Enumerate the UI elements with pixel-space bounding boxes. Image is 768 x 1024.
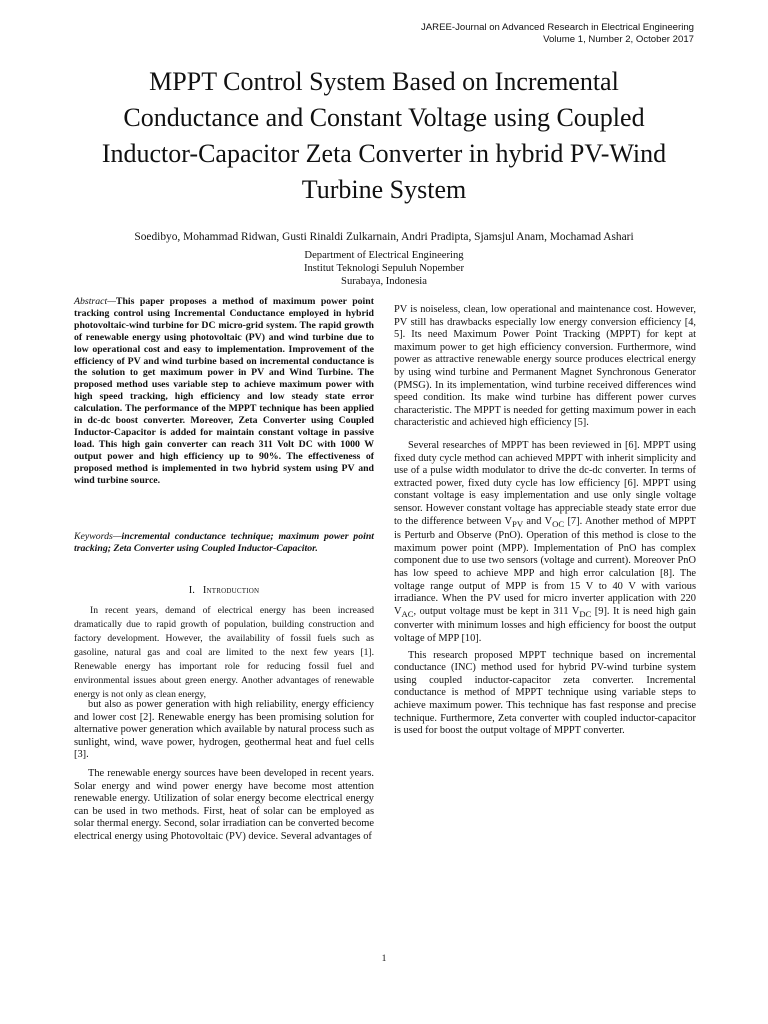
left-column-body: [74, 699, 374, 844]
running-header: [421, 22, 694, 46]
section-title: Introduction: [202, 585, 260, 596]
abstract-text: This paper proposes a method of maximum power point tracking control using Incremental Conductance employed in hybrid photovoltaic-wind turbine for DC micro-grid system. The rapid growth of renewable energy using photovoltaic (PV) and wind turbine due to low operational cost and easy to implementation. Improvement of the efficiency of PV and wind turbine based on incremental conductance is the solution to get maximum power in PV and Wind Turbine. The proposed method uses variable step to achieve maximum power with high speed tracking, high efficiency and low steady state error calculation. The performance of the MPPT technique has been applied in dc-dc boost converter. Moreover, Zeta Converter using Coupled Inductor-Capacitor is added for maintain constant voltage in passive load. This high gain converter can reach 311 Volt DC with 1000 W output power and high efficiency up to 90%. The effectiveness of proposed method is implemented in two hybrid system using PV and wind turbine source.: [74, 296, 374, 486]
body-paragraph-research-proposal: This research proposed MPPT technique based on incremental conductance (INC) method used for hybrid PV-wind turbine system using coupled inductor-capacitor zeta converter. Incremental conductance is method of MPPT technique using variable steps to achieve maximum power. This technique has fast response and precise technique. Furthermore, Zeta converter with coupled inductor-capacitor is used for boost the output voltage of MPPT converter.: [394, 649, 696, 737]
page-number: 1: [381, 953, 387, 964]
author-list: Soedibyo, Mohammad Ridwan, Gusti Rinaldi Zulkarnain, Andri Pradipta, Sjamsjul Anam, Mochamad Ashari: [134, 231, 634, 243]
keywords: [74, 531, 374, 555]
affiliation-city: Surabaya, Indonesia: [341, 276, 427, 287]
keywords-text: incremental conductance technique; maximum power point tracking; Zeta Converter using Coupled Inductor-Capacitor.: [74, 531, 374, 554]
body-paragraph-renewable-sources: The renewable energy sources have been developed in recent years. Solar energy and wind power energy have become most attention renewable energy. Utilization of solar energy become electrical energy can be used in two methods. First, heat of solar can be employed as solar thermal energy. Second, solar irradiation can be converted become electrical energy using Photovoltaic (PV) device. Several advantages of: [74, 767, 374, 842]
abstract-lead: Abstract—: [74, 296, 116, 307]
section-heading-introduction: [74, 585, 374, 596]
introduction-paragraph: [74, 604, 374, 702]
paper-title: MPPT Control System Based on Incremental Conductance and Constant Voltage using Coupled Inductor-Capacitor Zeta Converter in hybrid PV-Wind Turbine System: [101, 67, 667, 204]
body-paragraph-mppt-review: Several researches of MPPT has been reviewed in [6]. MPPT using fixed duty cycle method can achieved MPPT with inherit simplicity and use of a pulse width modulator to drive the dc-dc converter. In terms of extracted power, fixed duty cycle has low efficiency [6]. MPPT using constant voltage is easy implementation and use only single voltage sensor. However constant voltage has appreciable steady state error due to the difference between $V_{PV}$ and $V_{OC}$ [7]. Another method of MPPT is Perturb and Observe (PnO). Operation of this method is close to the maximum power point (MPP). Implementation of PnO has complex component due to use two sensors (voltage and current). Moreover PnO has low speed to achieve MPP and high error calculation [8]. The voltage range output of MPP is from 15 V to 40 V with various irradiance. When the PV used for micro inverter application with 220 $V_{AC}$, output voltage must be kept in 311 $V_{DC}$ [9]. It is need high gain converter with minimum losses and high efficiency for boost the output voltage of MPP [10].: [394, 439, 696, 644]
affiliation-department: Department of Electrical Engineering: [304, 250, 464, 261]
right-column-body: [394, 304, 696, 738]
journal-issue: Volume 1, Number 2, October 2017: [543, 34, 694, 45]
affiliation-institute: Institut Teknologi Sepuluh Nopember: [303, 263, 464, 274]
body-paragraph-pv-wind: PV is noiseless, clean, low operational and maintenance cost. However, PV still has drawbacks especially low energy conversion efficiency [4, 5]. Its need Maximum Power Point Tracking (MPPT) for kept at maximum power to get high efficiency conversion. Furthermore, wind power as attractive renewable energy source produces electrical energy by using wind turbine and Permanent Magnet Synchronous Generator (PMSG). In its implementation, wind turbine received differences wind speed condition. Its make wind turbine has different power curves characteristic. The MPPT is needed for getting maximum power in each characteristic and achieved high efficiency [5].: [394, 304, 696, 429]
keywords-lead: Keywords—: [74, 531, 122, 542]
intro-paragraph-1: In recent years, demand of electrical energy has been increased dramatically due to rapid growth of population, building construction and factory development. However, the availability of fossil fuels such as gasoline, natural gas and coal are limited to the next few years [1]. Renewable energy has important role for reducing fossil fuel and environmental issues about green energy. Another advantages of renewable energy is not only as clean energy,: [74, 605, 374, 700]
section-number: I.: [188, 585, 195, 596]
journal-name: JAREE-Journal on Advanced Research in Electrical Engineering: [420, 22, 694, 33]
body-paragraph-continued: but also as power generation with high reliability, energy efficiency and lower cost [2]. Renewable energy has been promising solution for alternative power generation which available by natural process such as sunlight, wind, wave power, hydrogen, geothermal heat and fuel cells [3].: [74, 699, 374, 761]
affiliation: [200, 249, 568, 288]
abstract: [74, 296, 374, 487]
